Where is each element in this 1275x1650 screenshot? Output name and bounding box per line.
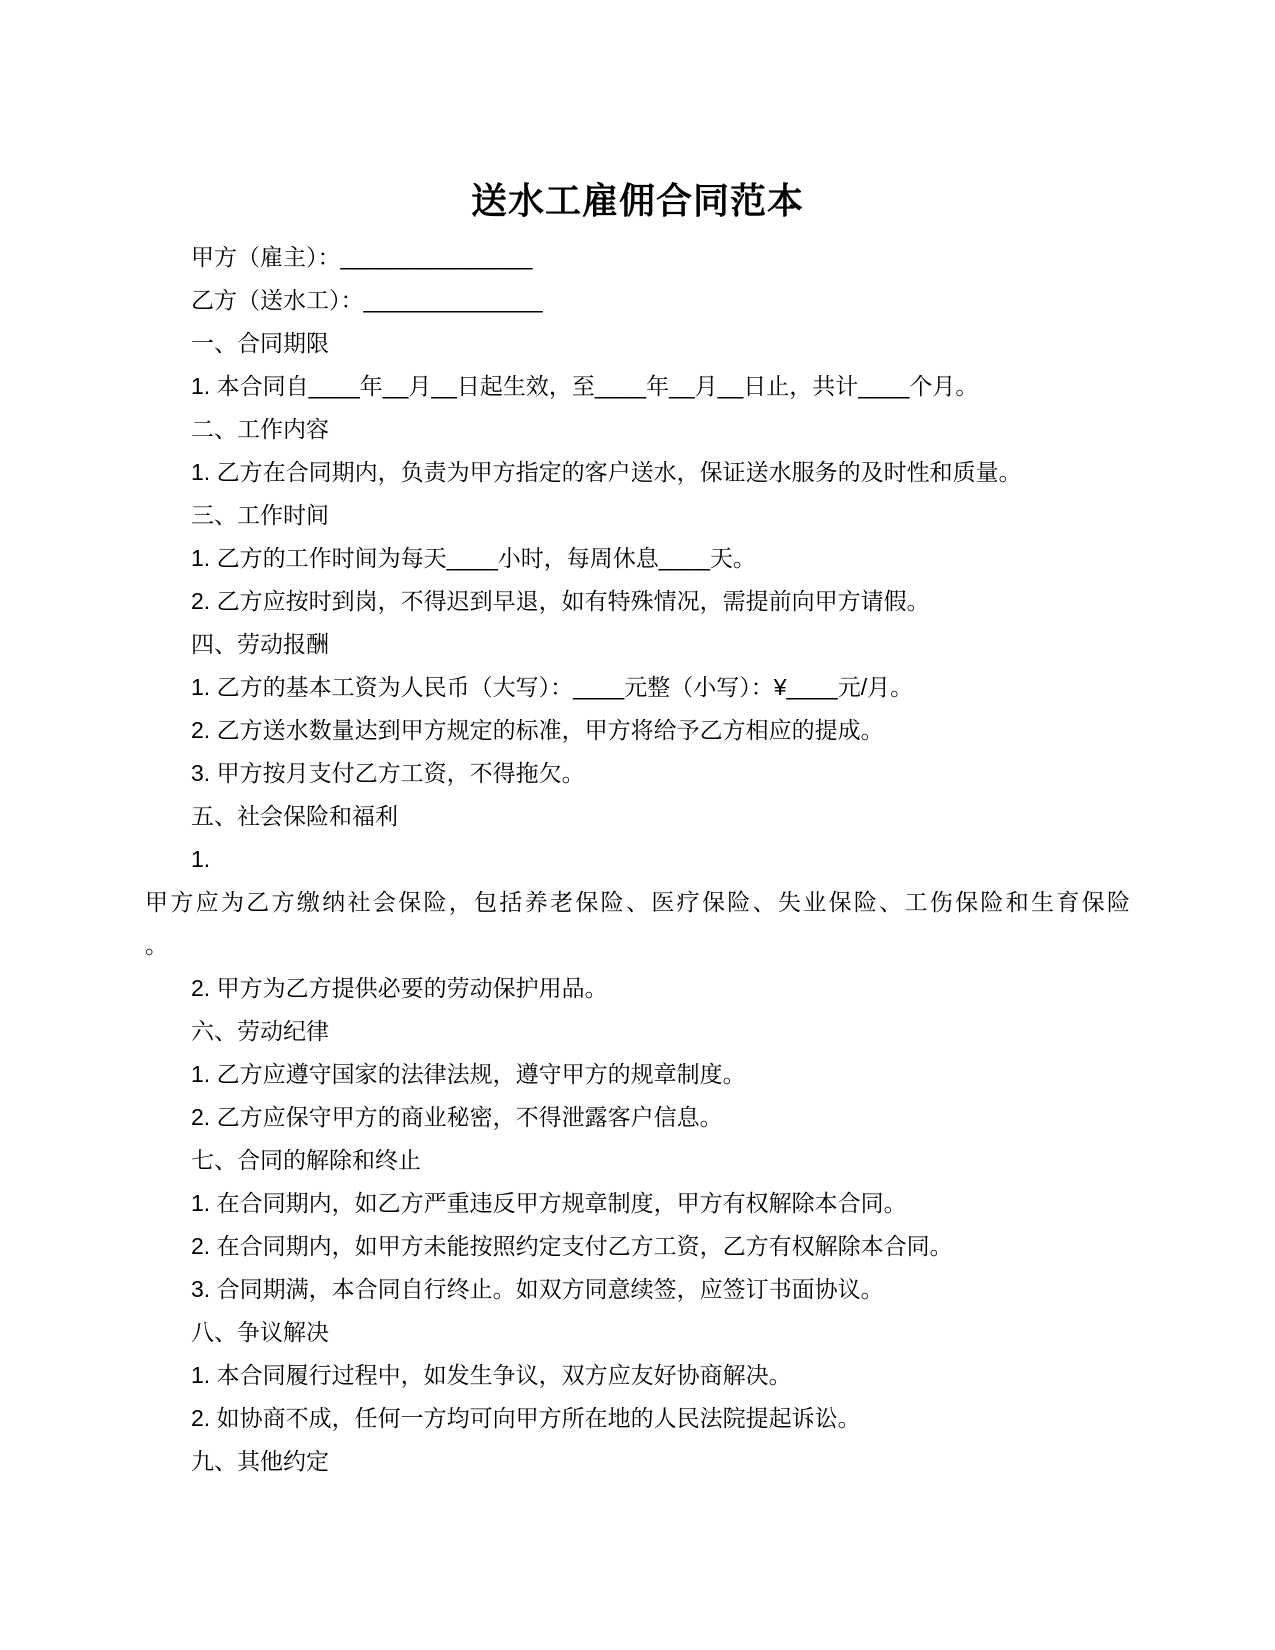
section-1-heading: 一、合同期限	[191, 330, 329, 356]
clause-6-2: 2. 乙方应保守甲方的商业秘密，不得泄露客户信息。	[191, 1104, 723, 1130]
clause-7-1: 1. 在合同期内，如乙方严重违反甲方规章制度，甲方有权解除本合同。	[191, 1190, 907, 1216]
clause-5-2: 2. 甲方为乙方提供必要的劳动保护用品。	[191, 975, 608, 1001]
clause-8-1: 1. 本合同履行过程中，如发生争议，双方应友好协商解决。	[191, 1362, 792, 1388]
clause-7-3: 3. 合同期满，本合同自行终止。如双方同意续签，应签订书面协议。	[191, 1276, 884, 1302]
clause-4-1: 1. 乙方的基本工资为人民币（大写）：____元整（小写）：¥____元/月。	[191, 674, 914, 700]
clause-5-1-period: 。	[145, 932, 168, 958]
party-b-line: 乙方（送水工）：______________	[191, 287, 543, 313]
section-7-heading: 七、合同的解除和终止	[191, 1147, 421, 1173]
section-4-heading: 四、劳动报酬	[191, 631, 329, 657]
clause-5-1-body: 甲方应为乙方缴纳社会保险，包括养老保险、医疗保险、失业保险、工伤保险和生育保险	[145, 889, 1130, 915]
clause-2-1: 1. 乙方在合同期内，负责为甲方指定的客户送水，保证送水服务的及时性和质量。	[191, 459, 1022, 485]
section-3-heading: 三、工作时间	[191, 502, 329, 528]
document-title: 送水工雇佣合同范本	[470, 180, 804, 221]
clause-6-1: 1. 乙方应遵守国家的法律法规，遵守甲方的规章制度。	[191, 1061, 746, 1087]
clause-7-2: 2. 在合同期内，如甲方未能按照约定支付乙方工资，乙方有权解除本合同。	[191, 1233, 953, 1259]
section-6-heading: 六、劳动纪律	[191, 1018, 329, 1044]
section-2-heading: 二、工作内容	[191, 416, 329, 442]
clause-5-1-number: 1.	[191, 846, 211, 872]
clause-8-2: 2. 如协商不成，任何一方均可向甲方所在地的人民法院提起诉讼。	[191, 1405, 861, 1431]
clause-4-2: 2. 乙方送水数量达到甲方规定的标准，甲方将给予乙方相应的提成。	[191, 717, 884, 743]
clause-1-1: 1. 本合同自____年__月__日起生效，至____年__月__日止，共计____个月。	[191, 373, 979, 399]
section-5-heading: 五、社会保险和福利	[191, 803, 398, 829]
clause-4-3: 3. 甲方按月支付乙方工资，不得拖欠。	[191, 760, 585, 786]
section-9-heading: 九、其他约定	[191, 1448, 329, 1474]
clause-3-1: 1. 乙方的工作时间为每天____小时，每周休息____天。	[191, 545, 756, 571]
section-8-heading: 八、争议解决	[191, 1319, 329, 1345]
party-a-line: 甲方（雇主）：_______________	[191, 244, 533, 270]
clause-3-2: 2. 乙方应按时到岗，不得迟到早退，如有特殊情况，需提前向甲方请假。	[191, 588, 930, 614]
document-body	[145, 236, 1130, 1483]
